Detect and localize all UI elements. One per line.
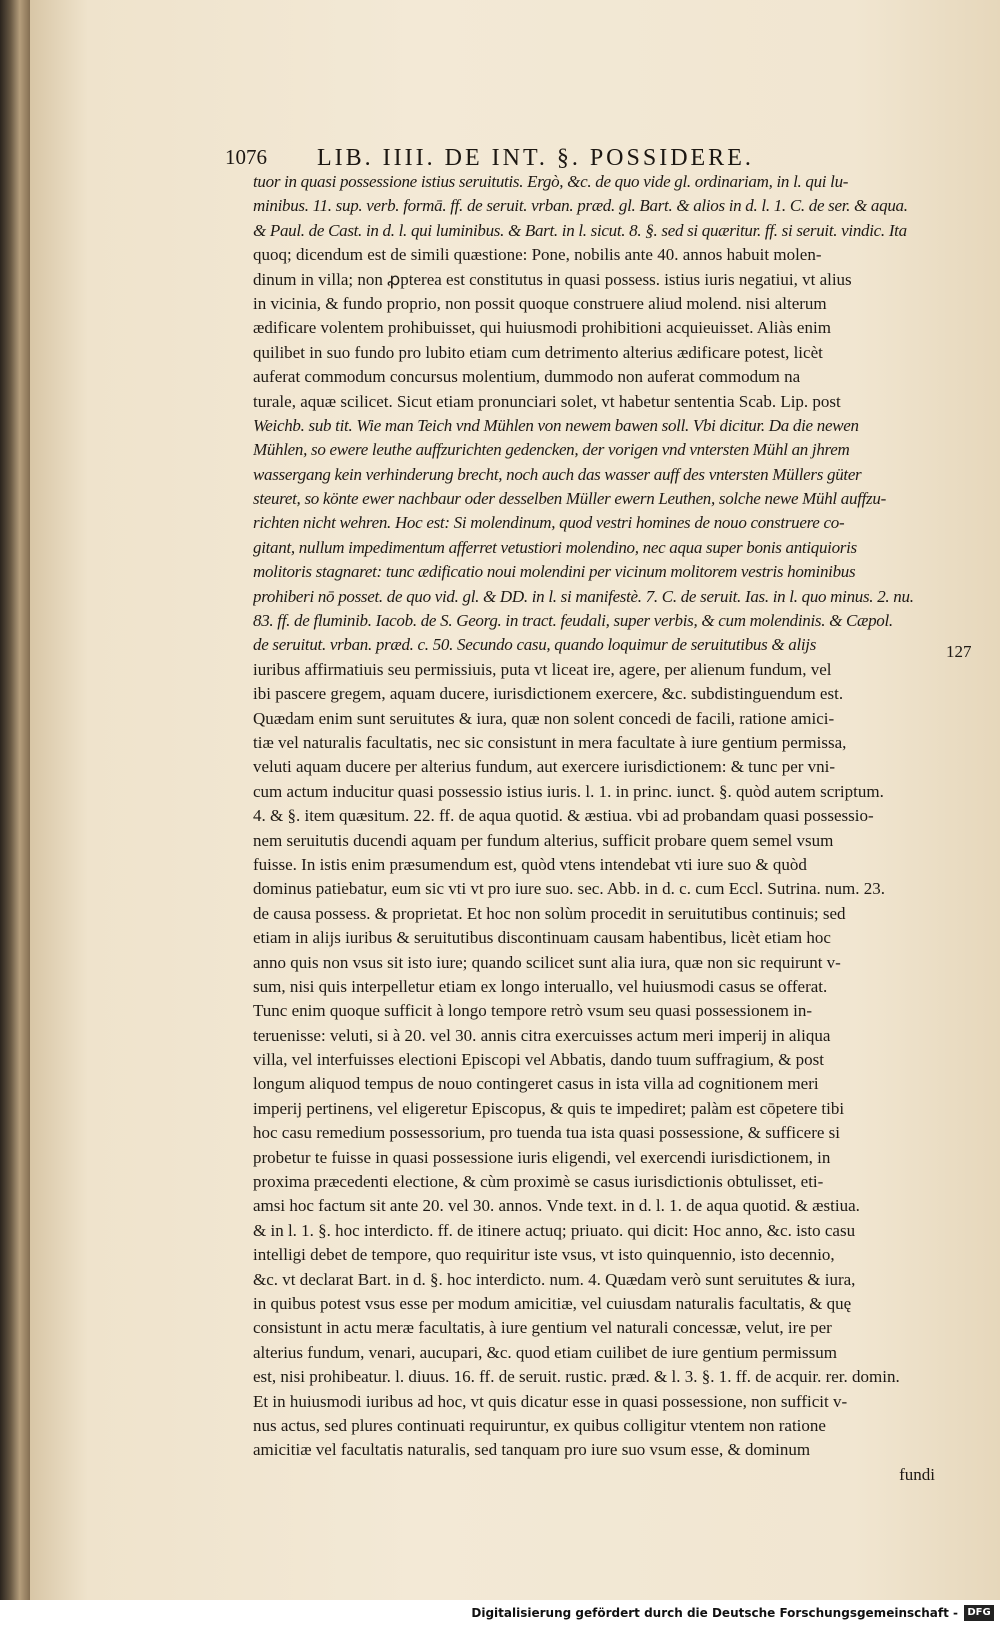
- text-line: imperij pertinens, vel eligeretur Episcopus, & quis te impediret; palàm est cōpetere tibi: [253, 1098, 845, 1118]
- text-line: in quibus potest vsus esse per modum amicitiæ, vel cuiusdam naturalis facultatis, & quę: [253, 1293, 852, 1313]
- text-line: dominus patiebatur, eum sic vti vt pro iure suo. sec. Abb. in d. c. cum Eccl. Sutrina. num. 23.: [253, 879, 885, 899]
- text-line: Weichb. sub tit. Wie man Teich vnd Mühlen von newem bawen soll. Vbi dicitur. Da die newen: [253, 415, 859, 435]
- text-line: in vicinia, & fundo proprio, non possit quoque construere aliud molend. nisi alterum: [253, 293, 827, 313]
- footer-credit: Digitalisierung gefördert durch die Deutsche Forschungsgemeinschaft -: [471, 1606, 958, 1620]
- text-line: cum actum inducitur quasi possessio istius iuris. l. 1. in princ. iunct. §. quòd autem scriptum.: [253, 781, 884, 801]
- text-line: villa, vel interfuisses electioni Episcopi vel Abbatis, dando tuum suffragium, & post: [253, 1050, 824, 1070]
- catchword: fundi: [899, 1464, 935, 1484]
- text-line: molitoris stagnaret: tunc ædificatio noui molendini per vicinum molitorem vestris hominibus: [253, 562, 856, 582]
- text-line: Mühlen, so ewere leuthe auffzurichten gedencken, der vorigen vnd vntersten Mühl an jhrem: [253, 440, 850, 460]
- text-line: amsi hoc factum sit ante 20. vel 30. annos. Vnde text. in d. l. 1. de aqua quotid. & æstiua.: [253, 1196, 860, 1216]
- text-line: nus actus, sed plures continuati requiruntur, ex quibus colligitur vtentem non ratione: [253, 1415, 826, 1435]
- text-line: fuisse. In istis enim præsumendum est, quòd vtens intendebat vti iure suo & quòd: [253, 854, 807, 874]
- footer-bar: [0, 1600, 1000, 1627]
- text-line: &c. vt declarat Bart. in d. §. hoc interdicto. num. 4. Quædam verò sunt seruitutes & iura,: [253, 1269, 856, 1289]
- text-line: 83. ff. de fluminib. Iacob. de S. Georg. in tract. feudali, super verbis, & cum molendinis. & Cæpol.: [253, 611, 893, 631]
- text-line: proxima præcedenti electione, & cùm proximè se casus iurisdictionis obtulisset, eti-: [253, 1172, 824, 1192]
- text-line: tiæ vel naturalis facultatis, nec sic consistunt in mera facultate à iure gentium permissa,: [253, 732, 847, 752]
- text-line: de causa possess. & proprietat. Et hoc non solùm procedit in seruitutibus continuis; sed: [253, 903, 846, 923]
- text-line: Et in huiusmodi iuribus ad hoc, vt quis dicatur esse in quasi possessione, non sufficit v-: [253, 1391, 848, 1411]
- text-line: alterius fundum, venari, aucupari, &c. quod etiam cuilibet de iure gentium permissum: [253, 1342, 837, 1362]
- text-line: prohiberi nō posset. de quo vid. gl. & DD. in l. si manifestè. 7. C. de seruit. Ias. in l. quo minus. 2. nu.: [253, 586, 914, 606]
- text-line: & Paul. de Cast. in d. l. qui luminibus. & Bart. in l. sicut. 8. §. sed si quæritur. ff. si seruit. vindic. Ita: [253, 220, 907, 240]
- running-head: LIB. IIII. DE INT. §. POSSIDERE.: [317, 145, 754, 171]
- text-line: longum aliquod tempus de nouo contingeret casus in ista villa ad cognitionem meri: [253, 1074, 819, 1094]
- text-line: turale, aquæ scilicet. Sicut etiam pronunciari solet, vt habetur sententia Scab. Lip. post: [253, 391, 841, 411]
- text-line: est, nisi prohibeatur. l. diuus. 16. ff. de seruit. rustic. præd. & l. 3. §. 1. ff. de acquir. rer. domin.: [253, 1367, 900, 1387]
- body-text: [253, 170, 935, 1487]
- text-line: sum, nisi quis interpelletur etiam ex longo interuallo, vel huiusmodi casus se offerat.: [253, 976, 828, 996]
- text-line: wassergang kein verhinderung brecht, noch auch das wasser auff des vntersten Müllers güter: [253, 464, 862, 484]
- text-line: intelligi debet de tempore, quo requiritur iste vsus, vt isto quinquennio, isto decennio,: [253, 1245, 835, 1265]
- text-line: Quædam enim sunt seruitutes & iura, quæ non solent concedi de facili, ratione amici-: [253, 708, 835, 728]
- text-line: ibi pascere gregem, aquam ducere, iurisdictionem exercere, &c. subdistinguendum est.: [253, 684, 844, 704]
- text-line: amicitiæ vel facultatis naturalis, sed tanquam pro iure suo vsum esse, & dominum: [253, 1440, 811, 1460]
- text-line: & in l. 1. §. hoc interdicto. ff. de itinere actuq; priuato. qui dicit: Hoc anno, &c. isto casu: [253, 1220, 856, 1240]
- text-line: Tunc enim quoque sufficit à longo tempore retrò vsum seu quasi possessionem in-: [253, 1001, 813, 1021]
- text-line: probetur te fuisse in quasi possessione iuris eligendi, vel exercendi iurisdictionem, in: [253, 1147, 831, 1167]
- text-line: hoc casu remedium possessorium, pro tuenda tua ista quasi possessione, & sufficere si: [253, 1123, 841, 1143]
- text-line: dinum in villa; non ꝓpterea est constitutus in quasi possess. istius iuris negatiui, vt alius: [253, 269, 852, 289]
- text-line: veluti aquam ducere per alterius fundum, aut exercere iurisdictionem: & tunc per vni-: [253, 757, 836, 777]
- text-line: anno quis non vsus sit isto iure; quando scilicet sunt alia iura, quæ non sic requirunt v-: [253, 952, 841, 972]
- text-line: iuribus affirmatiuis seu permissiuis, puta vt liceat ire, agere, per alienum fundum, vel: [253, 659, 832, 679]
- dfg-logo-icon: DFG: [964, 1605, 994, 1621]
- text-line: tuor in quasi possessione istius seruitutis. Ergò, &c. de quo vide gl. ordinariam, in l. qui lu-: [253, 172, 849, 191]
- text-line: minibus. 11. sup. verb. formā. ff. de seruit. vrban. præd. gl. Bart. & alios in d. l. 1. C. de ser. & aqua.: [253, 196, 908, 216]
- text-line: de seruitut. vrban. præd. c. 50. Secundo casu, quando loquimur de seruitutibus & alijs: [253, 635, 817, 655]
- page-number: 1076: [225, 145, 267, 169]
- margin-note: 127: [946, 642, 972, 661]
- text-line: gitant, nullum impedimentum afferret vetustiori molendino, nec aqua super bonis antiquioris: [253, 537, 857, 557]
- text-line: 4. & §. item quæsitum. 22. ff. de aqua quotid. & æstiua. vbi ad probandam quasi possessio-: [253, 806, 874, 826]
- text-line: consistunt in actu meræ facultatis, à iure gentium vel naturali concessæ, velut, ire per: [253, 1318, 832, 1338]
- text-line: nem seruitutis ducendi aquam per fundum alterius, sufficit probare quem semel vsum: [253, 830, 834, 850]
- text-line: ædificare volentem prohibuisset, qui huiusmodi prohibitioni acquieuisset. Aliàs enim: [253, 318, 831, 338]
- text-line: steuret, so könte ewer nachbaur oder desselben Müller ewern Leuthen, solche newe Mühl auffzu-: [253, 489, 886, 509]
- text-line: quoq; dicendum est de simili quæstione: Pone, nobilis ante 40. annos habuit molen-: [253, 245, 822, 265]
- text-line: etiam in alijs iuribus & seruitutibus discontinuam causam habentibus, licèt etiam hoc: [253, 928, 831, 948]
- text-line: teruenisse: veluti, si à 20. vel 30. annis citra exercuisses actum meri imperij in aliqua: [253, 1025, 831, 1045]
- text-line: richten nicht wehren. Hoc est: Si molendinum, quod vestri homines de nouo construere co-: [253, 513, 845, 533]
- text-line: quilibet in suo fundo pro lubito etiam cum detrimento alterius ædificare potest, licèt: [253, 342, 823, 362]
- text-line: auferat commodum concursus molentium, dummodo non auferat commodum na: [253, 367, 801, 387]
